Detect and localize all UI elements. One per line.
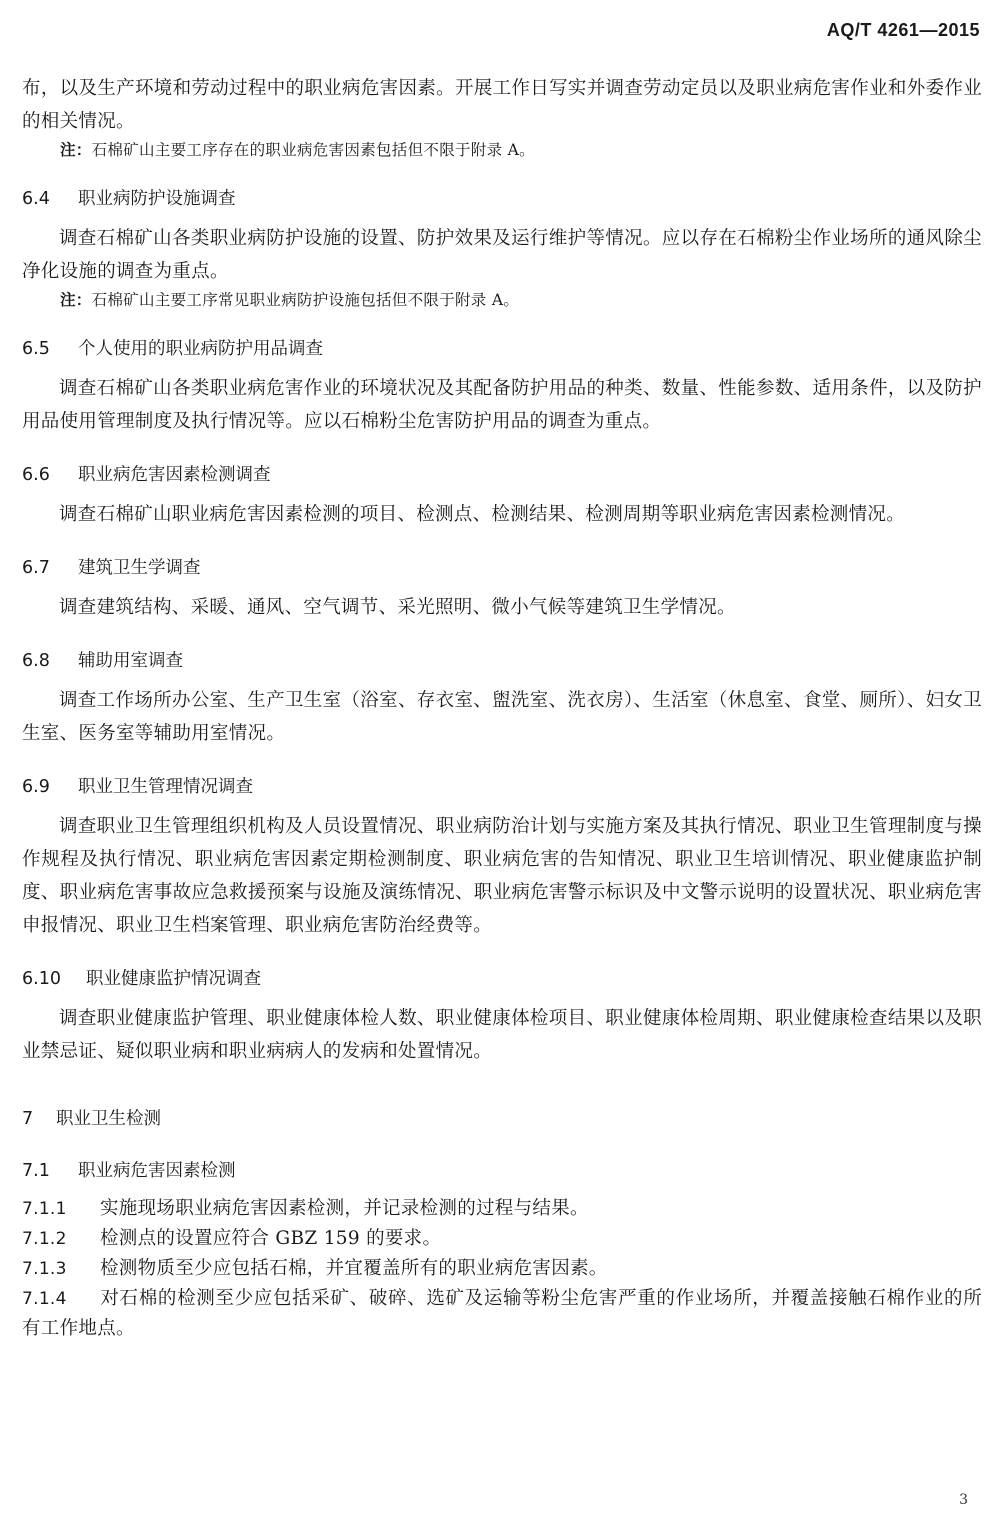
section-number: 6.6 — [22, 465, 50, 485]
section-title: 个人使用的职业病防护用品调查 — [78, 339, 323, 359]
section-title: 职业病危害因素检测 — [78, 1161, 236, 1181]
clause-number: 7.1.1 — [22, 1199, 67, 1219]
intro-paragraph: 布，以及生产环境和劳动过程中的职业病危害因素。开展工作日写实并调查劳动定员以及职业病危害作业和外委作业的相关情况。 — [22, 78, 982, 132]
clause-text: 检测物质至少应包括石棉，并宜覆盖所有的职业病危害因素。 — [100, 1258, 608, 1279]
clause-text: 检测点的设置应符合 GBZ 159 的要求。 — [100, 1228, 442, 1249]
section-number: 7 — [22, 1109, 34, 1129]
clause-text: 对石棉的检测至少应包括采矿、破碎、选矿及运输等粉尘危害严重的作业场所，并覆盖接触石棉作业的所有工作地点。 — [22, 1288, 982, 1339]
clause-7-1-1 — [22, 1194, 982, 1224]
section-7-heading — [22, 1104, 982, 1134]
section-6-7-heading — [22, 553, 982, 583]
clause-7-1-4 — [22, 1284, 982, 1344]
section-6-4-note — [60, 288, 982, 312]
clause-number: 7.1.2 — [22, 1229, 67, 1249]
clause-number: 7.1.3 — [22, 1259, 67, 1279]
note-label: 注： — [60, 141, 92, 159]
section-6-8-heading — [22, 646, 982, 676]
section-6-7-paragraph: 调查建筑结构、采暖、通风、空气调节、采光照明、微小气候等建筑卫生学情况。 — [59, 597, 736, 618]
section-number: 6.10 — [22, 969, 61, 989]
section-title: 职业病危害因素检测调查 — [78, 465, 271, 485]
section-6-10-heading — [22, 964, 982, 994]
section-number: 7.1 — [22, 1161, 50, 1181]
note-label: 注： — [60, 291, 92, 309]
section-number: 6.4 — [22, 189, 50, 209]
section-6-5-paragraph: 调查石棉矿山各类职业病危害作业的环境状况及其配备防护用品的种类、数量、性能参数、适用条件，以及防护用品使用管理制度及执行情况等。应以石棉粉尘危害防护用品的调查为重点。 — [22, 378, 982, 432]
section-title: 职业卫生检测 — [56, 1109, 161, 1129]
clause-7-1-3 — [22, 1254, 982, 1284]
clause-text: 实施现场职业病危害因素检测，并记录检测的过程与结果。 — [100, 1198, 589, 1219]
document-body — [22, 72, 982, 1344]
section-title: 辅助用室调查 — [78, 651, 183, 671]
clause-number: 7.1.4 — [22, 1289, 67, 1309]
section-number: 6.8 — [22, 651, 50, 671]
section-number: 6.7 — [22, 558, 50, 578]
section-number: 6.9 — [22, 777, 50, 797]
section-6-5-heading — [22, 334, 982, 364]
note-text: 石棉矿山主要工序存在的职业病危害因素包括但不限于附录 A。 — [91, 141, 535, 159]
section-title: 职业健康监护情况调查 — [86, 969, 261, 989]
section-title: 建筑卫生学调查 — [78, 558, 201, 578]
standard-code-header: AQ/T 4261—2015 — [826, 20, 980, 40]
section-6-9-heading — [22, 772, 982, 802]
section-6-8-paragraph: 调查工作场所办公室、生产卫生室（浴室、存衣室、盥洗室、洗衣房）、生活室（休息室、食堂、厕所）、妇女卫生室、医务室等辅助用室情况。 — [22, 690, 982, 744]
section-6-4-paragraph: 调查石棉矿山各类职业病防护设施的设置、防护效果及运行维护等情况。应以存在石棉粉尘作业场所的通风除尘净化设施的调查为重点。 — [22, 228, 982, 282]
section-6-9-paragraph: 调查职业卫生管理组织机构及人员设置情况、职业病防治计划与实施方案及其执行情况、职业卫生管理制度与操作规程及执行情况、职业病危害因素定期检测制度、职业病危害的告知情况、职业卫生培训情况、职业健康监护制度、职业病危害事故应急救援预案与设施及演练情况、职业病危害警示标识及中文警示说明的设置状况、职业病危害申报情况、职业卫生档案管理、职业病危害防治经费等。 — [22, 816, 982, 936]
note-text: 石棉矿山主要工序常见职业病防护设施包括但不限于附录 A。 — [91, 291, 520, 309]
intro-note — [60, 138, 982, 162]
section-7-1-heading — [22, 1156, 982, 1186]
section-title: 职业病防护设施调查 — [78, 189, 236, 209]
section-number: 6.5 — [22, 339, 50, 359]
section-6-4-heading — [22, 184, 982, 214]
section-6-10-paragraph: 调查职业健康监护管理、职业健康体检人数、职业健康体检项目、职业健康体检周期、职业健康检查结果以及职业禁忌证、疑似职业病和职业病病人的发病和处置情况。 — [22, 1008, 982, 1062]
page-number: 3 — [959, 1492, 968, 1508]
section-6-6-paragraph: 调查石棉矿山职业病危害因素检测的项目、检测点、检测结果、检测周期等职业病危害因素检测情况。 — [59, 504, 906, 525]
section-title: 职业卫生管理情况调查 — [78, 777, 253, 797]
clause-7-1-2 — [22, 1224, 982, 1254]
section-6-6-heading — [22, 460, 982, 490]
